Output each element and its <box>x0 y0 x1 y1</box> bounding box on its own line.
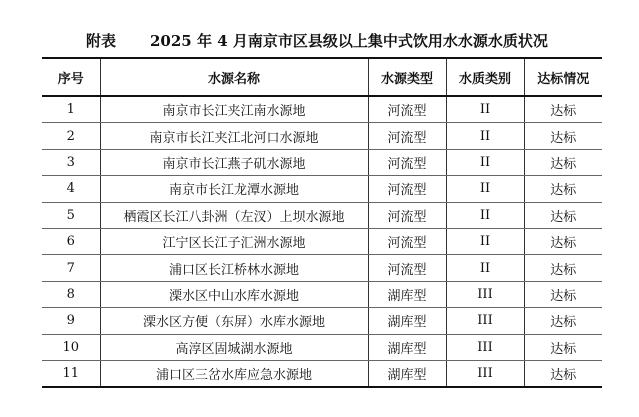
cell-source-name: 溧水区方便（东屏）水库水源地 <box>100 308 368 334</box>
cell-source-name: 南京市长江燕子矶水源地 <box>100 149 368 175</box>
table-header-row <box>42 58 602 96</box>
table-row <box>42 176 602 202</box>
cell-seq: 8 <box>42 281 100 307</box>
cell-compliance: 达标 <box>524 123 602 149</box>
cell-seq: 10 <box>42 334 100 360</box>
cell-compliance: 达标 <box>524 96 602 123</box>
cell-compliance: 达标 <box>524 281 602 307</box>
header-quality-class: 水质类别 <box>446 58 524 96</box>
cell-source-type: 湖库型 <box>368 308 446 334</box>
cell-seq: 4 <box>42 176 100 202</box>
table-row <box>42 228 602 254</box>
table-row <box>42 149 602 175</box>
table-row <box>42 255 602 281</box>
cell-quality-class: II <box>446 228 524 254</box>
table-row <box>42 334 602 360</box>
cell-quality-class: II <box>446 96 524 123</box>
cell-source-name: 溧水区中山水库水源地 <box>100 281 368 307</box>
cell-source-type: 河流型 <box>368 202 446 228</box>
title-row <box>0 30 639 52</box>
cell-source-name: 栖霞区长江八卦洲（左汊）上坝水源地 <box>100 202 368 228</box>
cell-compliance: 达标 <box>524 176 602 202</box>
header-seq: 序号 <box>42 58 100 96</box>
table-row <box>42 308 602 334</box>
table-row <box>42 123 602 149</box>
table-row <box>42 360 602 387</box>
cell-seq: 11 <box>42 360 100 387</box>
cell-source-name: 南京市长江夹江北河口水源地 <box>100 123 368 149</box>
cell-source-type: 河流型 <box>368 123 446 149</box>
header-source-name: 水源名称 <box>100 58 368 96</box>
appendix-label: 附表 <box>86 32 117 50</box>
table-row <box>42 96 602 123</box>
cell-source-name: 浦口区三岔水库应急水源地 <box>100 360 368 387</box>
cell-source-type: 湖库型 <box>368 360 446 387</box>
header-source-type: 水源类型 <box>368 58 446 96</box>
cell-quality-class: III <box>446 281 524 307</box>
cell-source-type: 河流型 <box>368 255 446 281</box>
cell-compliance: 达标 <box>524 149 602 175</box>
cell-compliance: 达标 <box>524 308 602 334</box>
cell-source-name: 浦口区长江桥林水源地 <box>100 255 368 281</box>
cell-seq: 1 <box>42 96 100 123</box>
cell-quality-class: II <box>446 202 524 228</box>
cell-source-name: 高淳区固城湖水源地 <box>100 334 368 360</box>
header-compliance: 达标情况 <box>524 58 602 96</box>
page-title: 2025 年 4 月南京市区县级以上集中式饮用水水源水质状况 <box>150 32 548 50</box>
cell-seq: 7 <box>42 255 100 281</box>
cell-compliance: 达标 <box>524 255 602 281</box>
cell-seq: 9 <box>42 308 100 334</box>
cell-source-name: 江宁区长江子汇洲水源地 <box>100 228 368 254</box>
cell-compliance: 达标 <box>524 360 602 387</box>
water-quality-table <box>42 57 602 388</box>
cell-source-type: 湖库型 <box>368 281 446 307</box>
cell-seq: 6 <box>42 228 100 254</box>
cell-seq: 3 <box>42 149 100 175</box>
cell-quality-class: II <box>446 149 524 175</box>
cell-source-type: 河流型 <box>368 149 446 175</box>
cell-seq: 2 <box>42 123 100 149</box>
cell-source-type: 河流型 <box>368 96 446 123</box>
cell-quality-class: II <box>446 123 524 149</box>
table-row <box>42 281 602 307</box>
cell-seq: 5 <box>42 202 100 228</box>
table-row <box>42 202 602 228</box>
cell-source-name: 南京市长江龙潭水源地 <box>100 176 368 202</box>
cell-source-type: 湖库型 <box>368 334 446 360</box>
cell-quality-class: II <box>446 176 524 202</box>
cell-compliance: 达标 <box>524 202 602 228</box>
cell-quality-class: II <box>446 255 524 281</box>
cell-quality-class: III <box>446 360 524 387</box>
cell-quality-class: III <box>446 308 524 334</box>
cell-source-type: 河流型 <box>368 228 446 254</box>
cell-quality-class: III <box>446 334 524 360</box>
cell-source-name: 南京市长江夹江南水源地 <box>100 96 368 123</box>
cell-compliance: 达标 <box>524 228 602 254</box>
cell-source-type: 河流型 <box>368 176 446 202</box>
cell-compliance: 达标 <box>524 334 602 360</box>
